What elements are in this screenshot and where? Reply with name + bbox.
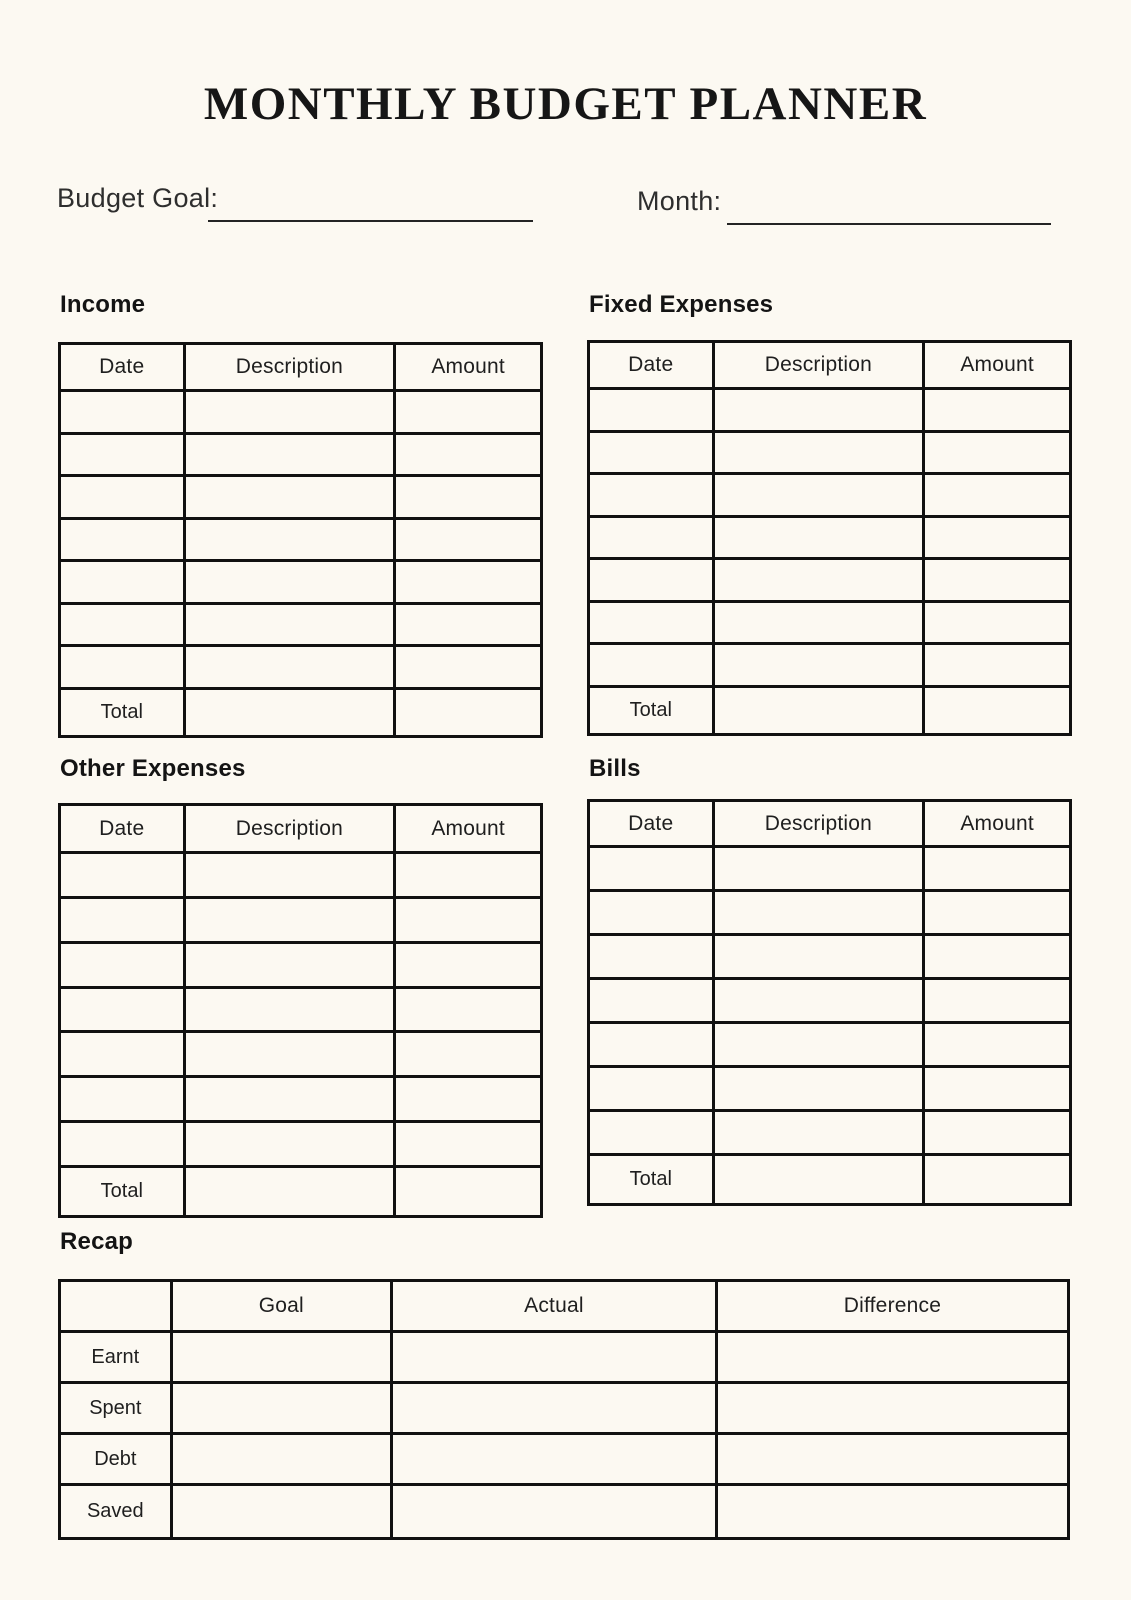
empty-cell[interactable] — [186, 647, 397, 690]
column-header-date: Date — [61, 345, 186, 392]
section-heading-recap: Recap — [60, 1228, 134, 1255]
recap-goal-cell[interactable] — [173, 1333, 393, 1384]
empty-cell[interactable] — [590, 1112, 715, 1156]
empty-cell[interactable] — [61, 562, 186, 605]
empty-cell[interactable] — [186, 899, 397, 944]
column-header-amount: Amount — [925, 343, 1069, 390]
empty-cell[interactable] — [590, 390, 715, 433]
recap-actual-cell[interactable] — [393, 1486, 718, 1537]
empty-cell[interactable] — [925, 645, 1069, 688]
empty-cell[interactable] — [396, 435, 540, 478]
empty-cell[interactable] — [61, 435, 186, 478]
empty-cell[interactable] — [396, 605, 540, 648]
empty-cell[interactable] — [61, 477, 186, 520]
column-header-amount: Amount — [396, 806, 540, 854]
empty-cell[interactable] — [396, 520, 540, 563]
empty-cell[interactable] — [186, 477, 397, 520]
empty-cell[interactable] — [61, 1078, 186, 1123]
empty-cell[interactable] — [186, 1078, 397, 1123]
empty-cell[interactable] — [396, 562, 540, 605]
empty-cell[interactable] — [396, 392, 540, 435]
month-input-line[interactable] — [727, 223, 1051, 225]
total-description-cell[interactable] — [715, 688, 926, 733]
empty-cell[interactable] — [61, 1123, 186, 1168]
empty-cell[interactable] — [715, 518, 926, 561]
empty-cell[interactable] — [396, 1033, 540, 1078]
empty-cell[interactable] — [590, 936, 715, 980]
total-amount-cell[interactable] — [925, 1156, 1069, 1203]
empty-cell[interactable] — [590, 848, 715, 892]
empty-cell[interactable] — [590, 560, 715, 603]
column-header-description: Description — [186, 345, 397, 392]
recap-table — [58, 1279, 1070, 1540]
empty-cell[interactable] — [590, 980, 715, 1024]
empty-cell[interactable] — [61, 899, 186, 944]
empty-cell[interactable] — [186, 435, 397, 478]
empty-cell[interactable] — [715, 1112, 926, 1156]
recap-column-header-goal: Goal — [173, 1282, 393, 1333]
total-label: Total — [590, 1156, 715, 1203]
total-description-cell[interactable] — [186, 690, 397, 735]
bills-table — [587, 799, 1072, 1206]
recap-difference-cell[interactable] — [718, 1384, 1067, 1435]
total-amount-cell[interactable] — [396, 1168, 540, 1215]
empty-cell[interactable] — [925, 980, 1069, 1024]
empty-cell[interactable] — [396, 1078, 540, 1123]
column-header-description: Description — [186, 806, 397, 854]
empty-cell[interactable] — [715, 980, 926, 1024]
empty-cell[interactable] — [186, 854, 397, 899]
income-table — [58, 342, 543, 738]
total-description-cell[interactable] — [715, 1156, 926, 1203]
empty-cell[interactable] — [186, 392, 397, 435]
empty-cell[interactable] — [590, 892, 715, 936]
empty-cell[interactable] — [590, 1068, 715, 1112]
empty-cell[interactable] — [186, 605, 397, 648]
empty-cell[interactable] — [396, 989, 540, 1034]
empty-cell[interactable] — [925, 390, 1069, 433]
empty-cell[interactable] — [715, 892, 926, 936]
empty-cell[interactable] — [715, 936, 926, 980]
recap-goal-cell[interactable] — [173, 1435, 393, 1486]
column-header-amount: Amount — [925, 802, 1069, 848]
section-heading-bills: Bills — [589, 755, 641, 782]
empty-cell[interactable] — [925, 603, 1069, 646]
column-header-date: Date — [590, 343, 715, 390]
month-label: Month: — [637, 186, 722, 216]
page-title: MONTHLY BUDGET PLANNER — [203, 78, 928, 130]
empty-cell[interactable] — [590, 433, 715, 476]
empty-cell[interactable] — [590, 645, 715, 688]
total-description-cell[interactable] — [186, 1168, 397, 1215]
empty-cell[interactable] — [396, 899, 540, 944]
empty-cell[interactable] — [396, 477, 540, 520]
empty-cell[interactable] — [925, 433, 1069, 476]
empty-cell[interactable] — [61, 605, 186, 648]
empty-cell[interactable] — [715, 1024, 926, 1068]
empty-cell[interactable] — [715, 645, 926, 688]
empty-cell[interactable] — [590, 518, 715, 561]
empty-cell[interactable] — [61, 854, 186, 899]
empty-cell[interactable] — [925, 892, 1069, 936]
empty-cell[interactable] — [61, 392, 186, 435]
empty-cell[interactable] — [186, 562, 397, 605]
empty-cell[interactable] — [715, 603, 926, 646]
column-header-date: Date — [590, 802, 715, 848]
total-label: Total — [61, 1168, 186, 1215]
recap-row-label-saved: Saved — [61, 1486, 173, 1537]
empty-cell[interactable] — [61, 989, 186, 1034]
empty-cell[interactable] — [925, 475, 1069, 518]
empty-cell[interactable] — [186, 1123, 397, 1168]
empty-cell[interactable] — [61, 1033, 186, 1078]
recap-row-label-debt: Debt — [61, 1435, 173, 1486]
budget-goal-input-line[interactable] — [208, 220, 533, 222]
empty-cell[interactable] — [715, 560, 926, 603]
recap-goal-cell[interactable] — [173, 1486, 393, 1537]
section-heading-income: Income — [60, 291, 146, 318]
empty-cell[interactable] — [925, 1068, 1069, 1112]
empty-cell[interactable] — [396, 1123, 540, 1168]
empty-cell[interactable] — [61, 647, 186, 690]
column-header-date: Date — [61, 806, 186, 854]
empty-cell[interactable] — [715, 1068, 926, 1112]
empty-cell[interactable] — [396, 647, 540, 690]
empty-cell[interactable] — [925, 1112, 1069, 1156]
empty-cell[interactable] — [61, 944, 186, 989]
empty-cell[interactable] — [186, 944, 397, 989]
recap-goal-cell[interactable] — [173, 1384, 393, 1435]
recap-actual-cell[interactable] — [393, 1435, 718, 1486]
empty-cell[interactable] — [925, 518, 1069, 561]
total-label: Total — [61, 690, 186, 735]
recap-actual-cell[interactable] — [393, 1384, 718, 1435]
empty-cell[interactable] — [715, 433, 926, 476]
empty-cell[interactable] — [925, 560, 1069, 603]
empty-cell[interactable] — [925, 936, 1069, 980]
fixed-expenses-table — [587, 340, 1072, 736]
empty-cell[interactable] — [590, 475, 715, 518]
section-heading-other-expenses: Other Expenses — [60, 755, 246, 782]
recap-column-header-actual: Actual — [393, 1282, 718, 1333]
empty-cell[interactable] — [590, 1024, 715, 1068]
column-header-description: Description — [715, 802, 926, 848]
recap-row-label-earnt: Earnt — [61, 1333, 173, 1384]
recap-difference-cell[interactable] — [718, 1486, 1067, 1537]
recap-column-header-difference: Difference — [718, 1282, 1067, 1333]
empty-cell[interactable] — [715, 475, 926, 518]
column-header-description: Description — [715, 343, 926, 390]
recap-actual-cell[interactable] — [393, 1333, 718, 1384]
empty-cell[interactable] — [715, 390, 926, 433]
total-amount-cell[interactable] — [925, 688, 1069, 733]
other-expenses-table — [58, 803, 543, 1218]
empty-cell[interactable] — [396, 944, 540, 989]
total-label: Total — [590, 688, 715, 733]
recap-row-label-spent: Spent — [61, 1384, 173, 1435]
empty-cell[interactable] — [925, 848, 1069, 892]
empty-cell[interactable] — [186, 520, 397, 563]
empty-cell[interactable] — [186, 989, 397, 1034]
recap-corner-cell — [61, 1282, 173, 1333]
empty-cell[interactable] — [186, 1033, 397, 1078]
recap-difference-cell[interactable] — [718, 1333, 1067, 1384]
empty-cell[interactable] — [925, 1024, 1069, 1068]
empty-cell[interactable] — [61, 520, 186, 563]
empty-cell[interactable] — [715, 848, 926, 892]
recap-difference-cell[interactable] — [718, 1435, 1067, 1486]
column-header-amount: Amount — [396, 345, 540, 392]
section-heading-fixed-expenses: Fixed Expenses — [589, 291, 774, 318]
empty-cell[interactable] — [396, 854, 540, 899]
budget-goal-label: Budget Goal: — [57, 183, 219, 213]
empty-cell[interactable] — [590, 603, 715, 646]
total-amount-cell[interactable] — [396, 690, 540, 735]
